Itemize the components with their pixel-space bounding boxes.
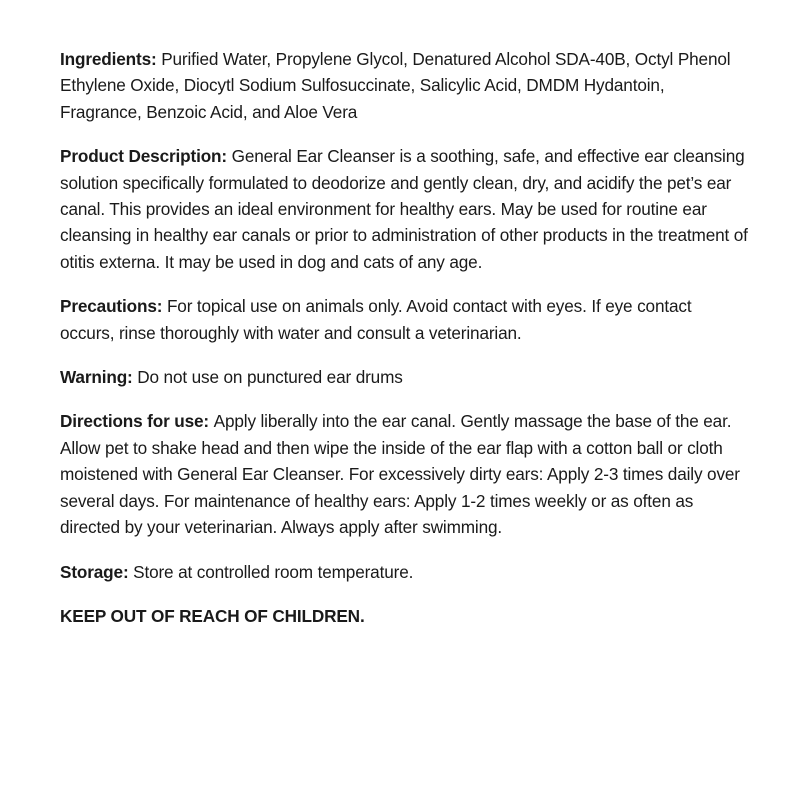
ingredients-text: Purified Water, Propylene Glycol, Denatured Alcohol SDA-40B, Octyl Phenol Ethylene Oxide, Diocytl Sodium Sulfosuccinate, Salicylic Acid, DMDM Hydantoin, Fragrance, Benzoic Acid, and Aloe Vera: [60, 49, 731, 122]
precautions-heading: Precautions:: [60, 296, 167, 317]
directions-heading: Directions for use:: [60, 411, 214, 432]
product-description-heading: Product Description:: [60, 146, 232, 167]
product-label-text: [60, 46, 750, 647]
storage-text: Store at controlled room temperature.: [133, 561, 414, 582]
directions-text: Apply liberally into the ear canal. Gently massage the base of the ear. Allow pet to shake head and then wipe the inside of the ear flap with a cotton ball or cloth moistened with General Ear Cleanser. For excessively dirty ears: Apply 2-3 times daily over several days. For maintenance of healthy ears: Apply 1-2 times weekly or as often as directed by your veterinarian. Always apply after swimming.: [60, 411, 740, 538]
precautions-text: For topical use on animals only. Avoid contact with eyes. If eye contact occurs, rinse thoroughly with water and consult a veterinarian.: [60, 296, 692, 343]
storage-heading: Storage:: [60, 561, 134, 582]
storage-section: [60, 559, 750, 585]
product-description-text: General Ear Cleanser is a soothing, safe, and effective ear cleansing solution specifically formulated to deodorize and gently clean, dry, and acidify the pet’s ear canal. This provides an ideal environment for healthy ears. May be used for routine ear cleansing in healthy ear canals or prior to administration of other products in the treatment of otitis externa. It may be used in dog and cats of any age.: [60, 146, 748, 272]
directions-section: [60, 408, 750, 540]
warning-section: [60, 364, 750, 390]
warning-text: Do not use on punctured ear drums: [137, 367, 403, 388]
product-description-section: [60, 143, 750, 275]
keep-out-of-reach-warning: KEEP OUT OF REACH OF CHILDREN.: [60, 605, 365, 626]
ingredients-section: [60, 46, 750, 125]
precautions-section: [60, 293, 750, 346]
warning-heading: Warning:: [60, 367, 138, 388]
ingredients-heading: Ingredients:: [60, 49, 162, 69]
